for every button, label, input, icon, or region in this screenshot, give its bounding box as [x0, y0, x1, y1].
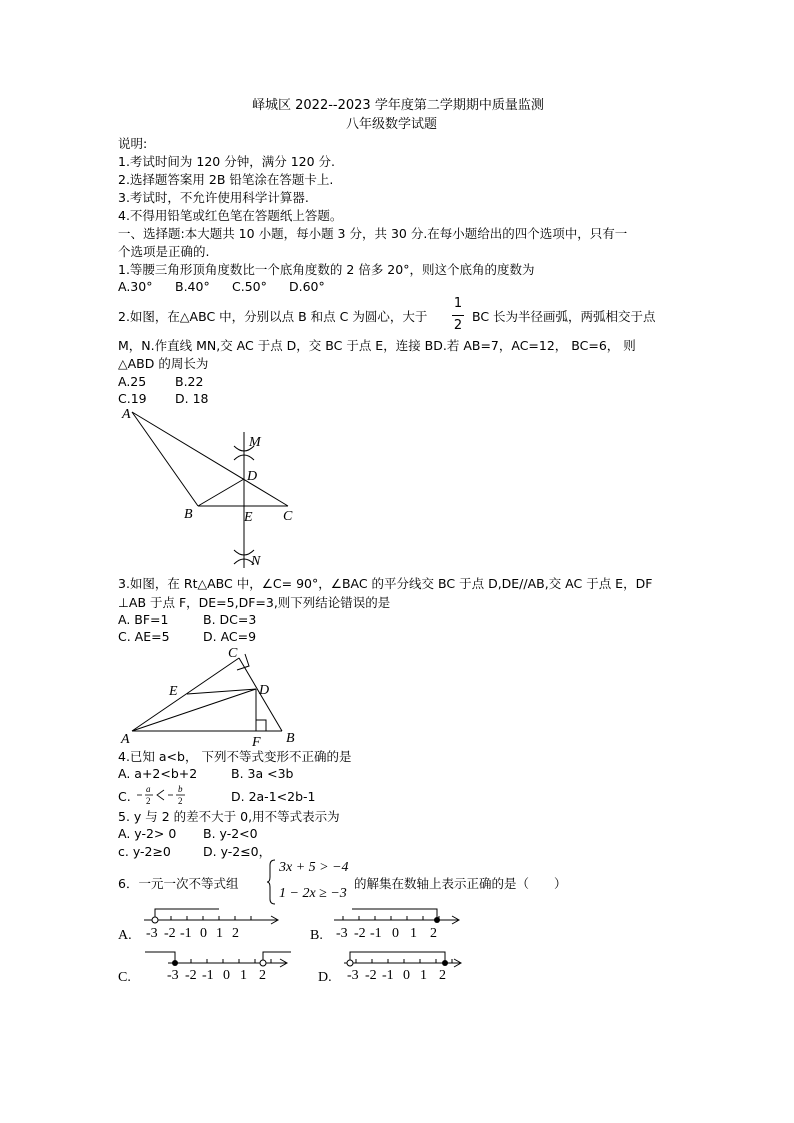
nl-b-tick-2: 2: [430, 926, 437, 941]
q2-label-m: M: [249, 435, 261, 450]
q4-c-numerator-b: b: [178, 784, 183, 794]
nl-c-tick--2: -2: [185, 968, 197, 983]
q2-stem-part1: 2.如图，在△ABC 中，分别以点 B 和点 C 为圆心，大于: [118, 309, 428, 324]
q2-fraction-denominator: 2: [453, 318, 463, 333]
q6-inequality-1: 3x + 5 > −4: [279, 860, 349, 875]
q1-option-a: A.30°: [118, 279, 153, 294]
q5-stem: 5. y 与 2 的差不大于 0,用不等式表示为: [118, 809, 340, 824]
q6-inequality-2: 1 − 2x ≥ −3: [279, 886, 347, 901]
q3-label-a: A: [121, 732, 130, 747]
q3-stem-part1: 3.如图，在 Rt△ABC 中，∠C= 90°，∠BAC 的平分线交 BC 于点 D,DE//AB,交 AC 于点 E，DF: [118, 576, 653, 591]
q3-label-e: E: [169, 684, 178, 699]
q1-stem: 1.等腰三角形顶角度数比一个底角度数的 2 倍多 20°，则这个底角的度数为: [118, 262, 535, 277]
instruction-item: 3.考试时，不允许使用科学计算器.: [118, 190, 309, 205]
q2-label-c: C: [283, 509, 293, 524]
nl-d-tick-2: 2: [439, 968, 446, 983]
exam-subtitle: 八年级数学试题: [346, 117, 438, 132]
section-heading-cont: 个选项是正确的.: [118, 244, 210, 259]
q5-option-d: D. y-2≤0，: [203, 844, 272, 859]
q2-label-d: D: [247, 469, 258, 484]
q6-stem-part2: 的解集在数轴上表示正确的是（ ）: [354, 876, 567, 891]
q2-option-a: A.25: [118, 374, 147, 389]
q6-system-brace: [266, 859, 276, 905]
nl-c-tick--3: -3: [167, 968, 179, 983]
q3-option-c: C. AE=5: [118, 629, 170, 644]
q1-option-b: B.40°: [175, 279, 210, 294]
nl-c-tick--1: -1: [202, 968, 214, 983]
q2-label-e: E: [244, 510, 253, 525]
q2-stem-part3: M，N.作直线 MN,交 AC 于点 D，交 BC 于点 E，连接 BD.若 AB=7，AC=12， BC=6， 则: [118, 338, 636, 353]
instruction-item: 1.考试时间为 120 分钟，满分 120 分.: [118, 154, 336, 169]
nl-a-tick--2: -2: [164, 926, 176, 941]
nl-c-tick-2: 2: [259, 968, 266, 983]
nl-d-tick--3: -3: [347, 968, 359, 983]
q6-number-line-d: [340, 945, 470, 983]
nl-a-tick--3: -3: [146, 926, 158, 941]
q5-option-c: c. y-2≥0: [118, 844, 171, 859]
q3-label-d: D: [259, 683, 270, 698]
nl-a-tick-1: 1: [216, 926, 223, 941]
nl-b-tick-1: 1: [410, 926, 417, 941]
q3-label-b: B: [286, 731, 295, 746]
q3-right-triangle-figure: [115, 640, 315, 752]
nl-b-tick-0: 0: [392, 926, 399, 941]
instruction-item: 2.选择题答案用 2B 铅笔涂在答题卡上.: [118, 172, 334, 187]
nl-a-tick--1: -1: [180, 926, 192, 941]
nl-a-tick-0: 0: [200, 926, 207, 941]
q2-fraction-numerator: 1: [453, 296, 463, 311]
q2-fraction-bar: [452, 315, 464, 316]
q1-option-c: C.50°: [232, 279, 267, 294]
q4-option-a: A. a+2<b+2: [118, 766, 198, 781]
q6-option-d-label: D.: [318, 970, 332, 985]
section-heading: 一、选择题:本大题共 10 小题，每小题 3 分，共 30 分.在每小题给出的四个选项中，只有一: [118, 226, 628, 241]
q3-option-d: D. AC=9: [203, 629, 257, 644]
nl-b-tick--2: -2: [354, 926, 366, 941]
q4-c-denominator-2: 2: [178, 796, 183, 806]
q2-stem-part4: △ABD 的周长为: [118, 356, 209, 371]
q3-label-f: F: [252, 735, 261, 750]
q4-option-b: B. 3a <3b: [231, 766, 294, 781]
q6-number-line-b: [330, 905, 465, 943]
q6-option-c-label: C.: [118, 970, 131, 985]
nl-c-tick-1: 1: [240, 968, 247, 983]
q3-option-b: B. DC=3: [203, 612, 257, 627]
nl-b-tick--3: -3: [336, 926, 348, 941]
nl-d-tick-0: 0: [403, 968, 410, 983]
q2-option-b: B.22: [175, 374, 204, 389]
q6-stem-part1: 6．一元一次不等式组: [118, 876, 239, 891]
nl-d-tick--1: -1: [382, 968, 394, 983]
nl-d-tick--2: -2: [365, 968, 377, 983]
nl-c-tick-0: 0: [223, 968, 230, 983]
q3-stem-part2: ⊥AB 于点 F，DE=5,DF=3,则下列结论错误的是: [118, 595, 391, 610]
q6-number-line-c: [143, 945, 293, 983]
q4-option-c-label: C.: [118, 789, 131, 804]
q2-label-b: B: [184, 507, 193, 522]
q4-stem: 4.已知 a<b， 下列不等式变形不正确的是: [118, 749, 352, 764]
nl-b-tick--1: -1: [370, 926, 382, 941]
q4-option-d: D. 2a-1<2b-1: [231, 789, 316, 804]
q1-option-d: D.60°: [289, 279, 325, 294]
q4-option-c-expression: [135, 781, 197, 807]
q2-stem-part2: BC 长为半径画弧，两弧相交于点: [472, 309, 656, 324]
q6-option-b-label: B.: [310, 928, 323, 943]
q5-option-a: A. y-2> 0: [118, 826, 177, 841]
q3-label-c: C: [228, 646, 238, 661]
instructions-heading: 说明:: [118, 136, 148, 151]
q6-number-line-a: [140, 905, 285, 943]
q6-option-a-label: A.: [118, 928, 132, 943]
instruction-item: 4.不得用铅笔或红色笔在答题纸上答题。: [118, 208, 343, 223]
q2-label-n: N: [251, 554, 261, 569]
exam-title: 峄城区 2022--2023 学年度第二学期期中质量监测: [252, 98, 544, 113]
q2-option-d: D. 18: [175, 391, 209, 406]
q4-c-numerator-a: a: [146, 784, 151, 794]
q4-c-denominator-1: 2: [146, 796, 151, 806]
q3-option-a: A. BF=1: [118, 612, 169, 627]
q2-option-c: C.19: [118, 391, 147, 406]
nl-a-tick-2: 2: [232, 926, 239, 941]
nl-d-tick-1: 1: [420, 968, 427, 983]
q2-triangle-figure: [110, 400, 310, 575]
q2-label-a: A: [122, 407, 131, 422]
q5-option-b: B. y-2<0: [203, 826, 258, 841]
